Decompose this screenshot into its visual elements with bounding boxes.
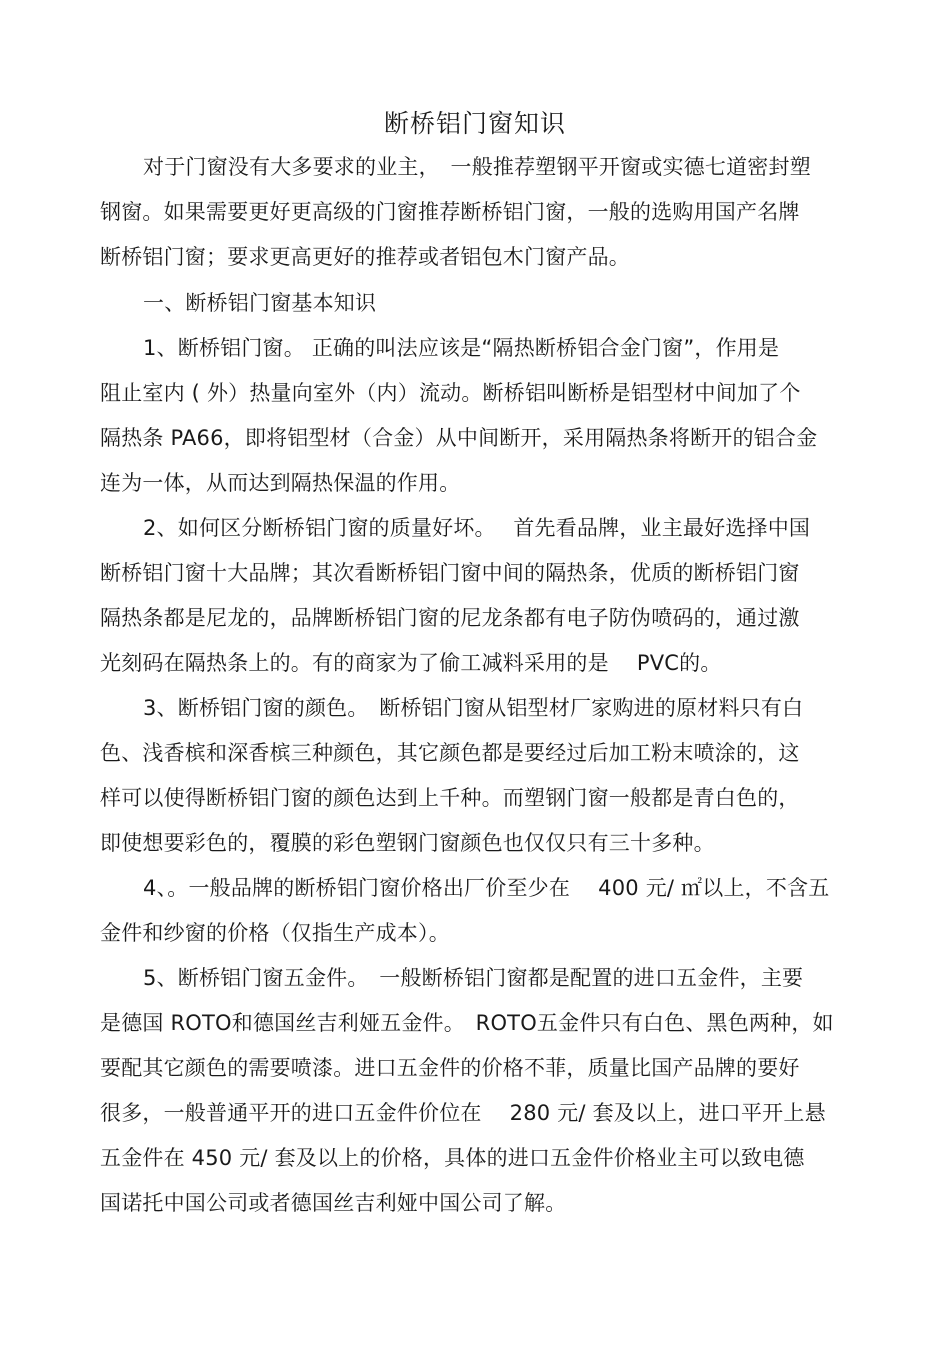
paragraph-line: 色、浅香槟和深香槟三种颜色，其它颜色都是要经过后加工粉末喷涂的，这 [100,741,800,765]
paragraph-line: 5、断桥铝门窗五金件。 一般断桥铝门窗都是配置的进口五金件，主要 [143,966,804,990]
paragraph-line: 国诺托中国公司或者德国丝吉利娅中国公司了解。 [100,1191,567,1215]
paragraph-line: 4、。一般品牌的断桥铝门窗价格出厂价至少在 400 元/ ㎡以上，不含五 [143,876,830,900]
paragraph-line: 很多，一般普通平开的进口五金件价位在 280 元/ 套及以上，进口平开上悬 [100,1101,826,1125]
paragraph-line: 样可以使得断桥铝门窗的颜色达到上千种。而塑钢门窗一般都是青白色的， [100,786,800,810]
paragraph-line: 断桥铝门窗；要求更高更好的推荐或者铝包木门窗产品。 [100,245,630,269]
paragraph-line: 2、如何区分断桥铝门窗的质量好坏。 首先看品牌，业主最好选择中国 [143,516,811,540]
section-heading: 一、断桥铝门窗基本知识 [143,291,377,315]
paragraph-line: 钢窗。如果需要更好更高级的门窗推荐断桥铝门窗，一般的选购用国产名牌 [100,200,800,224]
paragraph-line: 光刻码在隔热条上的。有的商家为了偷工减料采用的是 PVC的。 [100,651,722,675]
paragraph-line: 3、断桥铝门窗的颜色。 断桥铝门窗从铝型材厂家购进的原材料只有白 [143,696,804,720]
paragraph-line: 五金件在 450 元/ 套及以上的价格，具体的进口五金件价格业主可以致电德 [100,1146,805,1170]
paragraph-line: 1、断桥铝门窗。 正确的叫法应该是“隔热断桥铝合金门窗”，作用是 [143,336,780,360]
document-title: 断桥铝门窗知识 [383,109,566,138]
paragraph-line: 隔热条都是尼龙的，品牌断桥铝门窗的尼龙条都有电子防伪喷码的，通过激 [100,606,800,630]
paragraph-line: 金件和纱窗的价格（仅指生产成本）。 [100,921,450,945]
paragraph-line: 即使想要彩色的，覆膜的彩色塑钢门窗颜色也仅仅只有三十多种。 [100,831,715,855]
paragraph-line: 连为一体，从而达到隔热保温的作用。 [100,471,461,495]
paragraph-line: 断桥铝门窗十大品牌；其次看断桥铝门窗中间的隔热条，优质的断桥铝门窗 [100,561,800,585]
paragraph-line: 阻止室内 ( 外）热量向室外（内）流动。断桥铝叫断桥是铝型材中间加了个 [100,381,801,405]
paragraph-line: 是德国 ROTO和德国丝吉利娅五金件。 ROTO五金件只有白色、黑色两种，如 [100,1011,834,1035]
paragraph-line: 要配其它颜色的需要喷漆。进口五金件的价格不菲，质量比国产品牌的要好 [100,1056,800,1080]
paragraph-line: 对于门窗没有大多要求的业主， 一般推荐塑钢平开窗或实德七道密封塑 [143,155,811,179]
paragraph-line: 隔热条 PA66，即将铝型材（合金）从中间断开，采用隔热条将断开的铝合金 [100,426,818,450]
